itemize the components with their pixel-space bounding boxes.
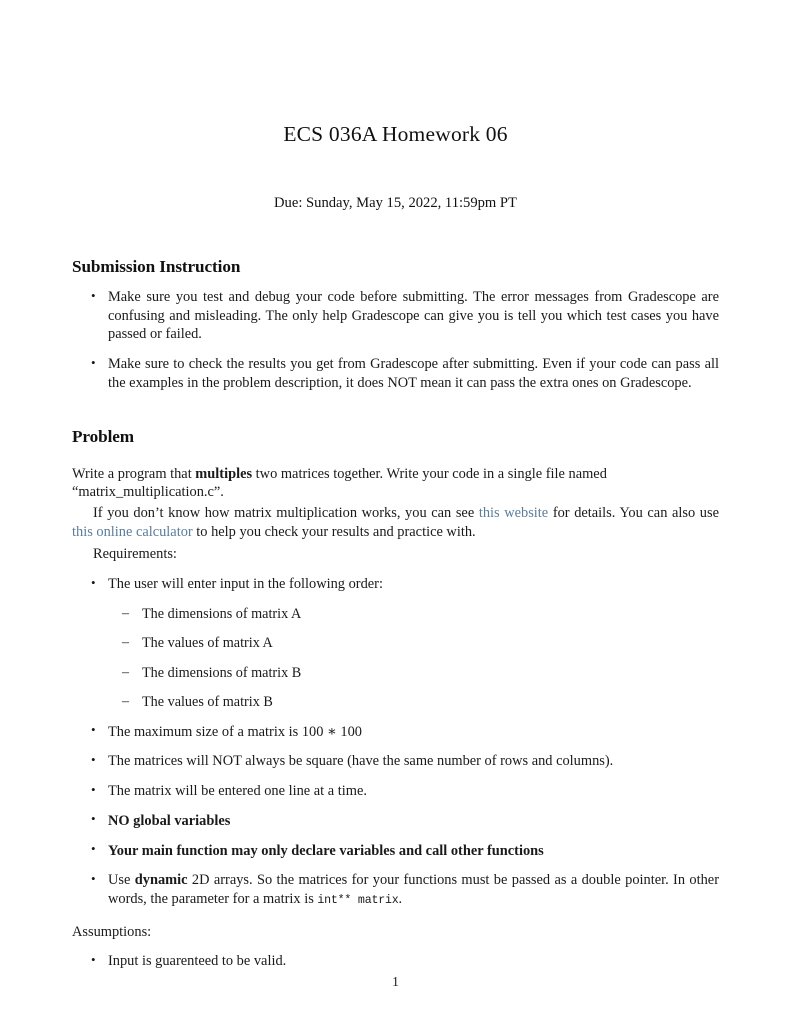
list-item-main-function <box>72 842 719 861</box>
section-heading-problem: Problem <box>72 426 134 446</box>
submission-instruction-list <box>72 288 719 393</box>
requirements-label: Requirements: <box>93 546 177 563</box>
input-order-text: The user will enter input in the following order: <box>108 576 383 593</box>
dynamic-text-part2: 2D arrays. So the matrices for your functions must be passed as a double pointer. In other words, the parameter for a matrix is <box>108 872 719 908</box>
input-order-sublist <box>108 605 719 712</box>
dynamic-text-part1: Use <box>108 872 135 889</box>
list-item: • Input is guarenteed to be valid. <box>72 952 719 971</box>
dynamic-text-part3: . <box>398 891 403 908</box>
list-item-dynamic-arrays <box>72 871 719 908</box>
list-item: – The dimensions of matrix B <box>108 664 719 682</box>
assumptions-label: Assumptions: <box>72 923 152 940</box>
list-item: • Make sure to check the results you get from Gradescope after submitting. Even if your code can pass all the examples in the problem description, it does NOT mean it can pass the extra ones on Gradescope. <box>72 355 719 392</box>
list-item: • Make sure you test and debug your code before submitting. The error messages from Gradescope are confusing and misleading. The only help Gradescope can give you is tell you which test cases you have passed or failed. <box>72 288 719 344</box>
list-item-one-line-at-a-time: • The matrix will be entered one line at a time. <box>72 782 719 801</box>
assumptions-list <box>72 952 719 971</box>
inline-code-int-pointer: int** matrix <box>317 894 399 908</box>
list-item-max-size: • The maximum size of a matrix is 100 ∗ 100 <box>72 723 719 742</box>
main-function-text: Your main function may only declare variables and call other functions <box>108 842 544 859</box>
list-item: – The values of matrix A <box>108 634 719 652</box>
problem-intro-paragraph <box>72 447 719 502</box>
list-item-input-order <box>72 575 719 712</box>
no-globals-text: NO global variables <box>108 812 231 829</box>
requirements-list <box>72 575 719 909</box>
reference-text-part2: for details. You can also use <box>548 505 719 522</box>
problem-reference-paragraph <box>72 502 719 541</box>
page-number: 1 <box>392 974 399 989</box>
dynamic-emphasis: dynamic <box>134 872 188 889</box>
problem-intro-emphasis: multiples <box>195 465 253 482</box>
link-this-online-calculator[interactable]: this online calculator <box>72 523 193 540</box>
due-date: Due: Sunday, May 15, 2022, 11:59pm PT <box>274 195 517 211</box>
list-item: – The values of matrix B <box>108 693 719 711</box>
list-item-no-global-variables <box>72 812 719 831</box>
list-item-not-square: • The matrices will NOT always be square (have the same number of rows and columns). <box>72 752 719 771</box>
link-this-website[interactable]: this website <box>478 505 549 522</box>
problem-intro-text-after: two matrices together. Write your code in a single file named “matrix_multiplication.c”. <box>72 465 607 501</box>
list-item: – The dimensions of matrix A <box>108 605 719 623</box>
page-title: ECS 036A Homework 06 <box>283 122 508 146</box>
problem-intro-text-before: Write a program that <box>72 465 196 482</box>
reference-text-part3: to help you check your results and practice with. <box>192 523 476 540</box>
section-heading-submission-instruction: Submission Instruction <box>72 257 241 276</box>
reference-text-part1: If you don’t know how matrix multiplication works, you can see <box>93 505 479 522</box>
